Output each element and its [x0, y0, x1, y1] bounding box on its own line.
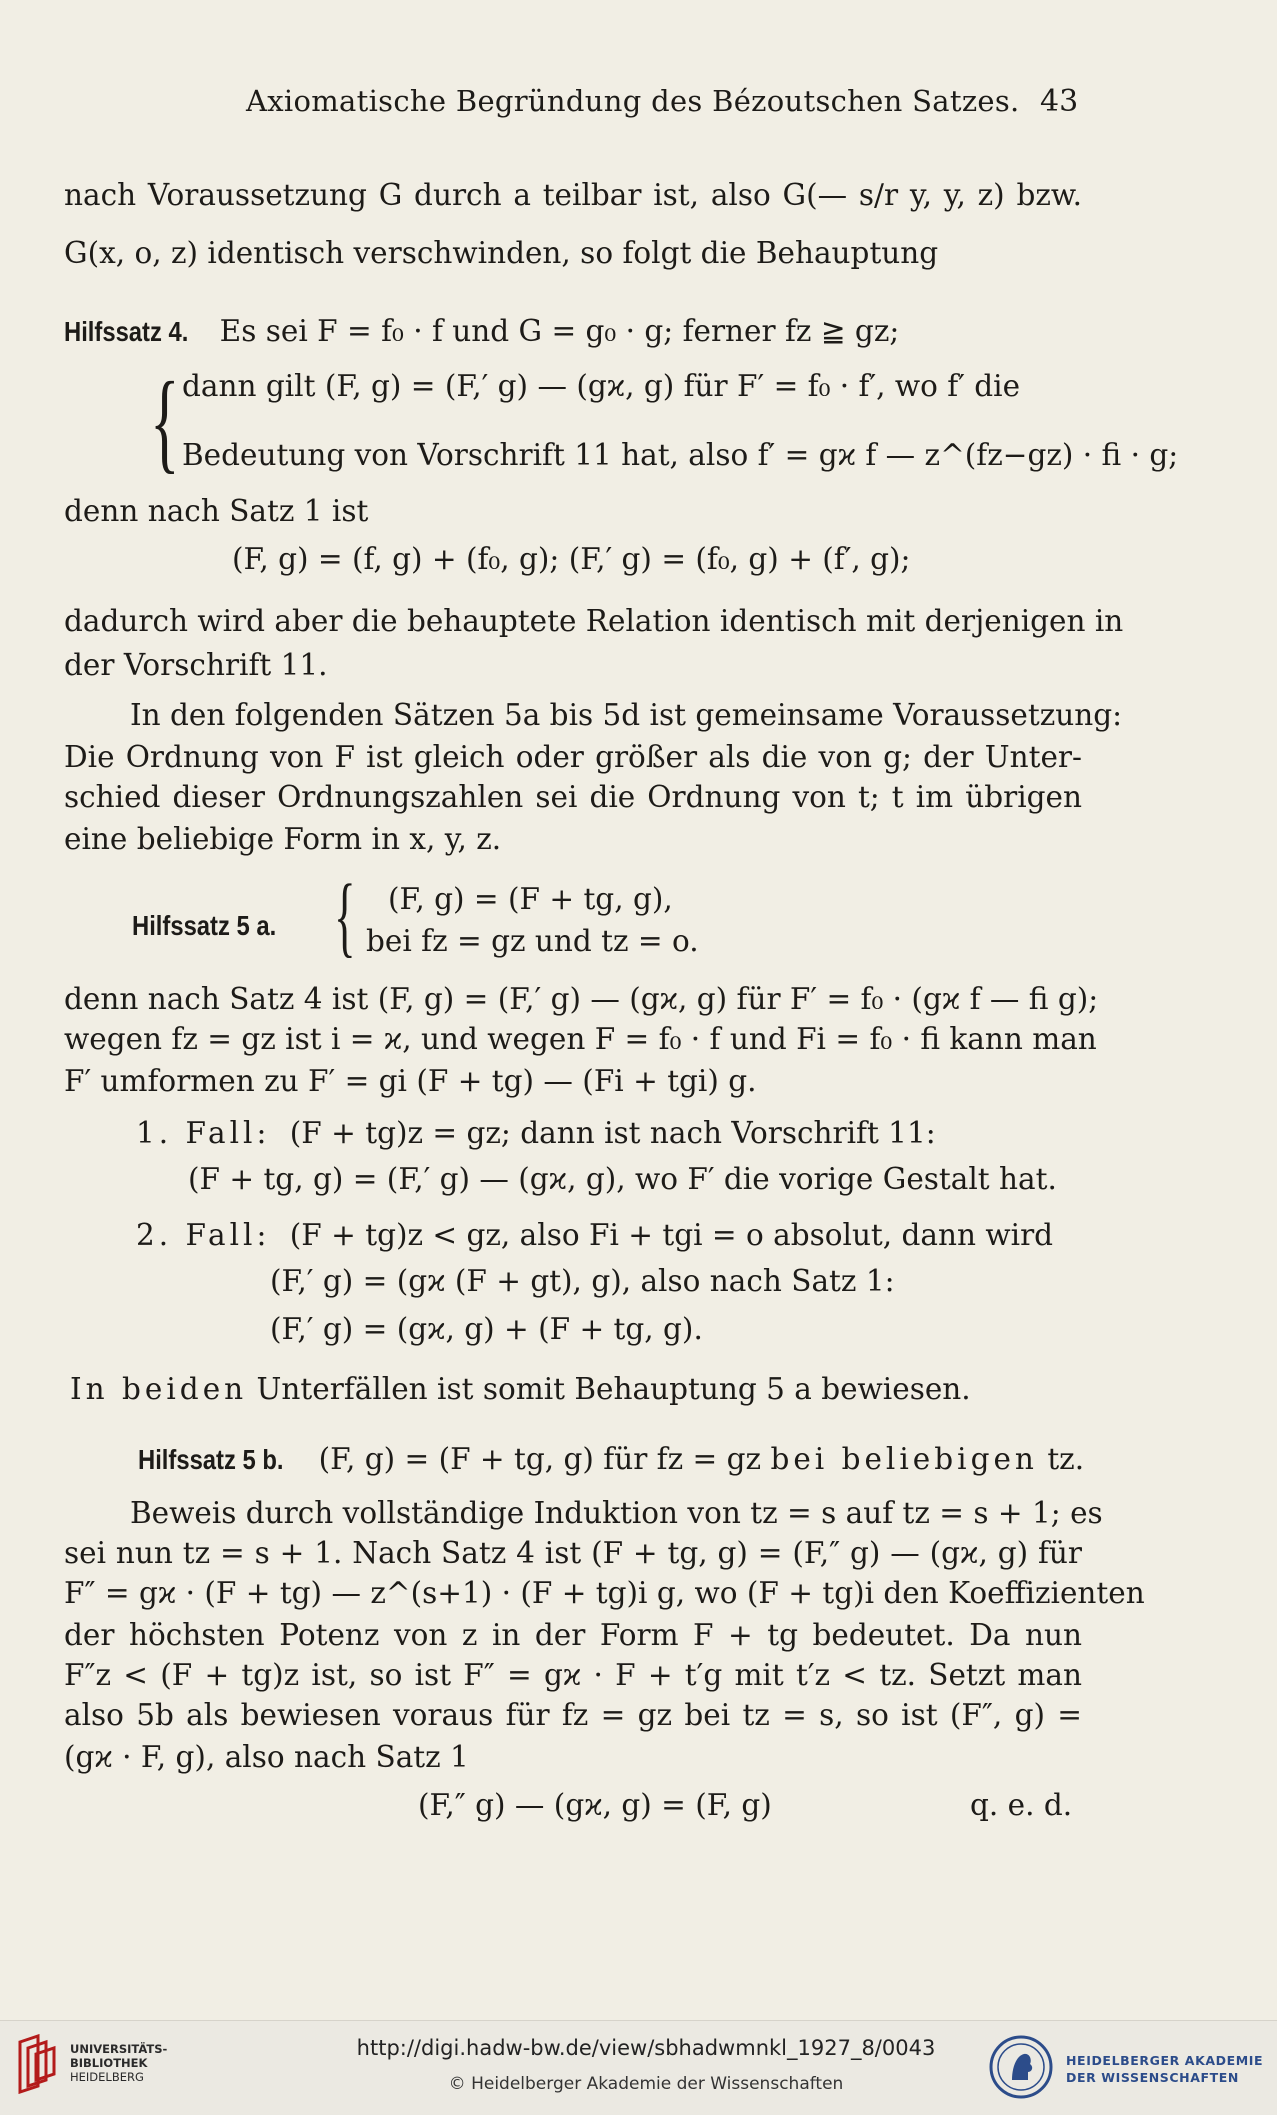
academy-logo[interactable] [984, 2030, 1274, 2104]
text-line: dann gilt (F, g) = (F,′ g) — (gϰ, g) für F′ = f₀ · f′, wo f′ die [182, 369, 1021, 403]
library-line: HEIDELBERG [70, 2070, 144, 2084]
case-2 [136, 1216, 1053, 1254]
case-label: 2. Fall: [136, 1218, 271, 1252]
academy-line: DER WISSENSCHAFTEN [1066, 2070, 1239, 2085]
lemma-label: Hilfssatz 5 a. [132, 910, 277, 941]
formula-line: (F,′ g) = (gϰ (F + gt), g), also nach Satz 1: [270, 1264, 895, 1298]
formula-line: (F,′ g) = (gϰ, g) + (F + tg, g). [270, 1312, 703, 1346]
running-title: Axiomatische Begründung des Bézoutschen Satzes. [246, 84, 1020, 118]
source-url-link[interactable]: http://digi.hadw-bw.de/view/sbhadwmnkl_1927_8/0043 [356, 2036, 936, 2060]
lemma-text-end: tz. [1047, 1442, 1085, 1476]
text-line: denn nach Satz 1 ist [64, 494, 369, 528]
running-header [0, 84, 1277, 124]
case-text: (F + tg)z < gz, also Fi + tgi = o absolut, dann wird [289, 1218, 1054, 1252]
text-line: F′ umformen zu F′ = gi (F + tg) — (Fi + tgi) g. [64, 1064, 757, 1098]
text-line: eine beliebige Form in x, y, z. [64, 822, 502, 856]
text-line: sei nun tz = s + 1. Nach Satz 4 ist (F + tg, g) = (F,″ g) — (gϰ, g) für [64, 1536, 1082, 1570]
text-line: der Vorschrift 11. [64, 648, 328, 682]
lemma-4-heading [64, 312, 899, 351]
library-emblem-icon [16, 2034, 62, 2094]
text-line: Die Ordnung von F ist gleich oder größer als die von g; der Unter- [64, 740, 1082, 774]
spaced-text: In beiden [70, 1372, 248, 1406]
formula-line: (F, g) = (F + tg, g), [388, 882, 673, 916]
formula-line: (F,″ g) — (gϰ, g) = (F, g) [418, 1788, 772, 1822]
text-line: (gϰ · F, g), also nach Satz 1 [64, 1740, 469, 1774]
text-line: F″z < (F + tg)z ist, so ist F″ = gϰ · F + t′g mit t′z < tz. Setzt man [64, 1658, 1082, 1692]
case-label: 1. Fall: [136, 1116, 271, 1150]
text-line: G(x, o, z) identisch verschwinden, so folgt die Behauptung [64, 236, 939, 270]
text-line [70, 1370, 971, 1408]
text: Unterfällen ist somit Behauptung 5 a bewiesen. [256, 1372, 971, 1406]
curly-brace: { [334, 867, 356, 966]
lemma-text: (F, g) = (F + tg, g) für fz = gz [318, 1442, 762, 1476]
text-line: denn nach Satz 4 ist (F, g) = (F,′ g) — (gϰ, g) für F′ = f₀ · (gϰ f — fi g); [64, 982, 1099, 1016]
academy-seal-icon [988, 2034, 1054, 2100]
lemma-label: Hilfssatz 4. [64, 316, 189, 347]
library-line: BIBLIOTHEK [70, 2056, 148, 2070]
formula-line: (F + tg, g) = (F,′ g) — (gϰ, g), wo F′ die vorige Gestalt hat. [188, 1162, 1057, 1196]
spaced-text: bei beliebigen [770, 1442, 1038, 1476]
academy-line: HEIDELBERGER AKADEMIE [1066, 2053, 1264, 2068]
lemma-text: Es sei F = f₀ · f und G = g₀ · g; ferner fz ≧ gz; [219, 314, 900, 348]
page-number: 43 [1040, 84, 1079, 119]
formula-line: (F, g) = (f, g) + (f₀, g); (F,′ g) = (f₀, g) + (f′, g); [232, 542, 911, 576]
copyright-text: © Heidelberger Akademie der Wissenschaften [448, 2074, 844, 2094]
case-1 [136, 1114, 936, 1152]
text-line: also 5b als bewiesen voraus für fz = gz bei tz = s, so ist (F″, g) = [64, 1698, 1082, 1732]
library-name [70, 2042, 167, 2084]
qed: q. e. d. [970, 1788, 1073, 1822]
text-line: In den folgenden Sätzen 5a bis 5d ist gemeinsame Voraussetzung: [130, 698, 1123, 732]
text-line: F″ = gϰ · (F + tg) — z^(s+1) · (F + tg)i g, wo (F + tg)i den Koeffizienten [64, 1576, 1145, 1610]
university-library-logo[interactable] [16, 2030, 176, 2100]
text-line: nach Voraussetzung G durch a teilbar ist, also G(— s/r y, y, z) bzw. [64, 178, 1082, 212]
library-line: UNIVERSITÄTS- [70, 2042, 168, 2056]
formula-line: bei fz = gz und tz = o. [366, 924, 699, 958]
curly-brace: { [150, 360, 180, 484]
text-line: wegen fz = gz ist i = ϰ, und wegen F = f₀ · f und Fi = f₀ · fi kann man [64, 1022, 1097, 1056]
lemma-5a-label [132, 906, 302, 945]
academy-name [1066, 2052, 1263, 2086]
text-line: dadurch wird aber die behauptete Relation identisch mit derjenigen in [64, 604, 1124, 638]
case-text: (F + tg)z = gz; dann ist nach Vorschrift 11: [289, 1116, 936, 1150]
text-line: der höchsten Potenz von z in der Form F + tg bedeutet. Da nun [64, 1618, 1082, 1652]
text-line: Bedeutung von Vorschrift 11 hat, also f′ = gϰ f — z^(fz−gz) · fi · g; [182, 438, 1179, 472]
lemma-5b-heading [138, 1440, 1084, 1479]
lemma-label: Hilfssatz 5 b. [138, 1444, 284, 1475]
text-line: schied dieser Ordnungszahlen sei die Ordnung von t; t im übrigen [64, 780, 1082, 814]
text-line: Beweis durch vollständige Induktion von tz = s auf tz = s + 1; es [130, 1496, 1103, 1530]
